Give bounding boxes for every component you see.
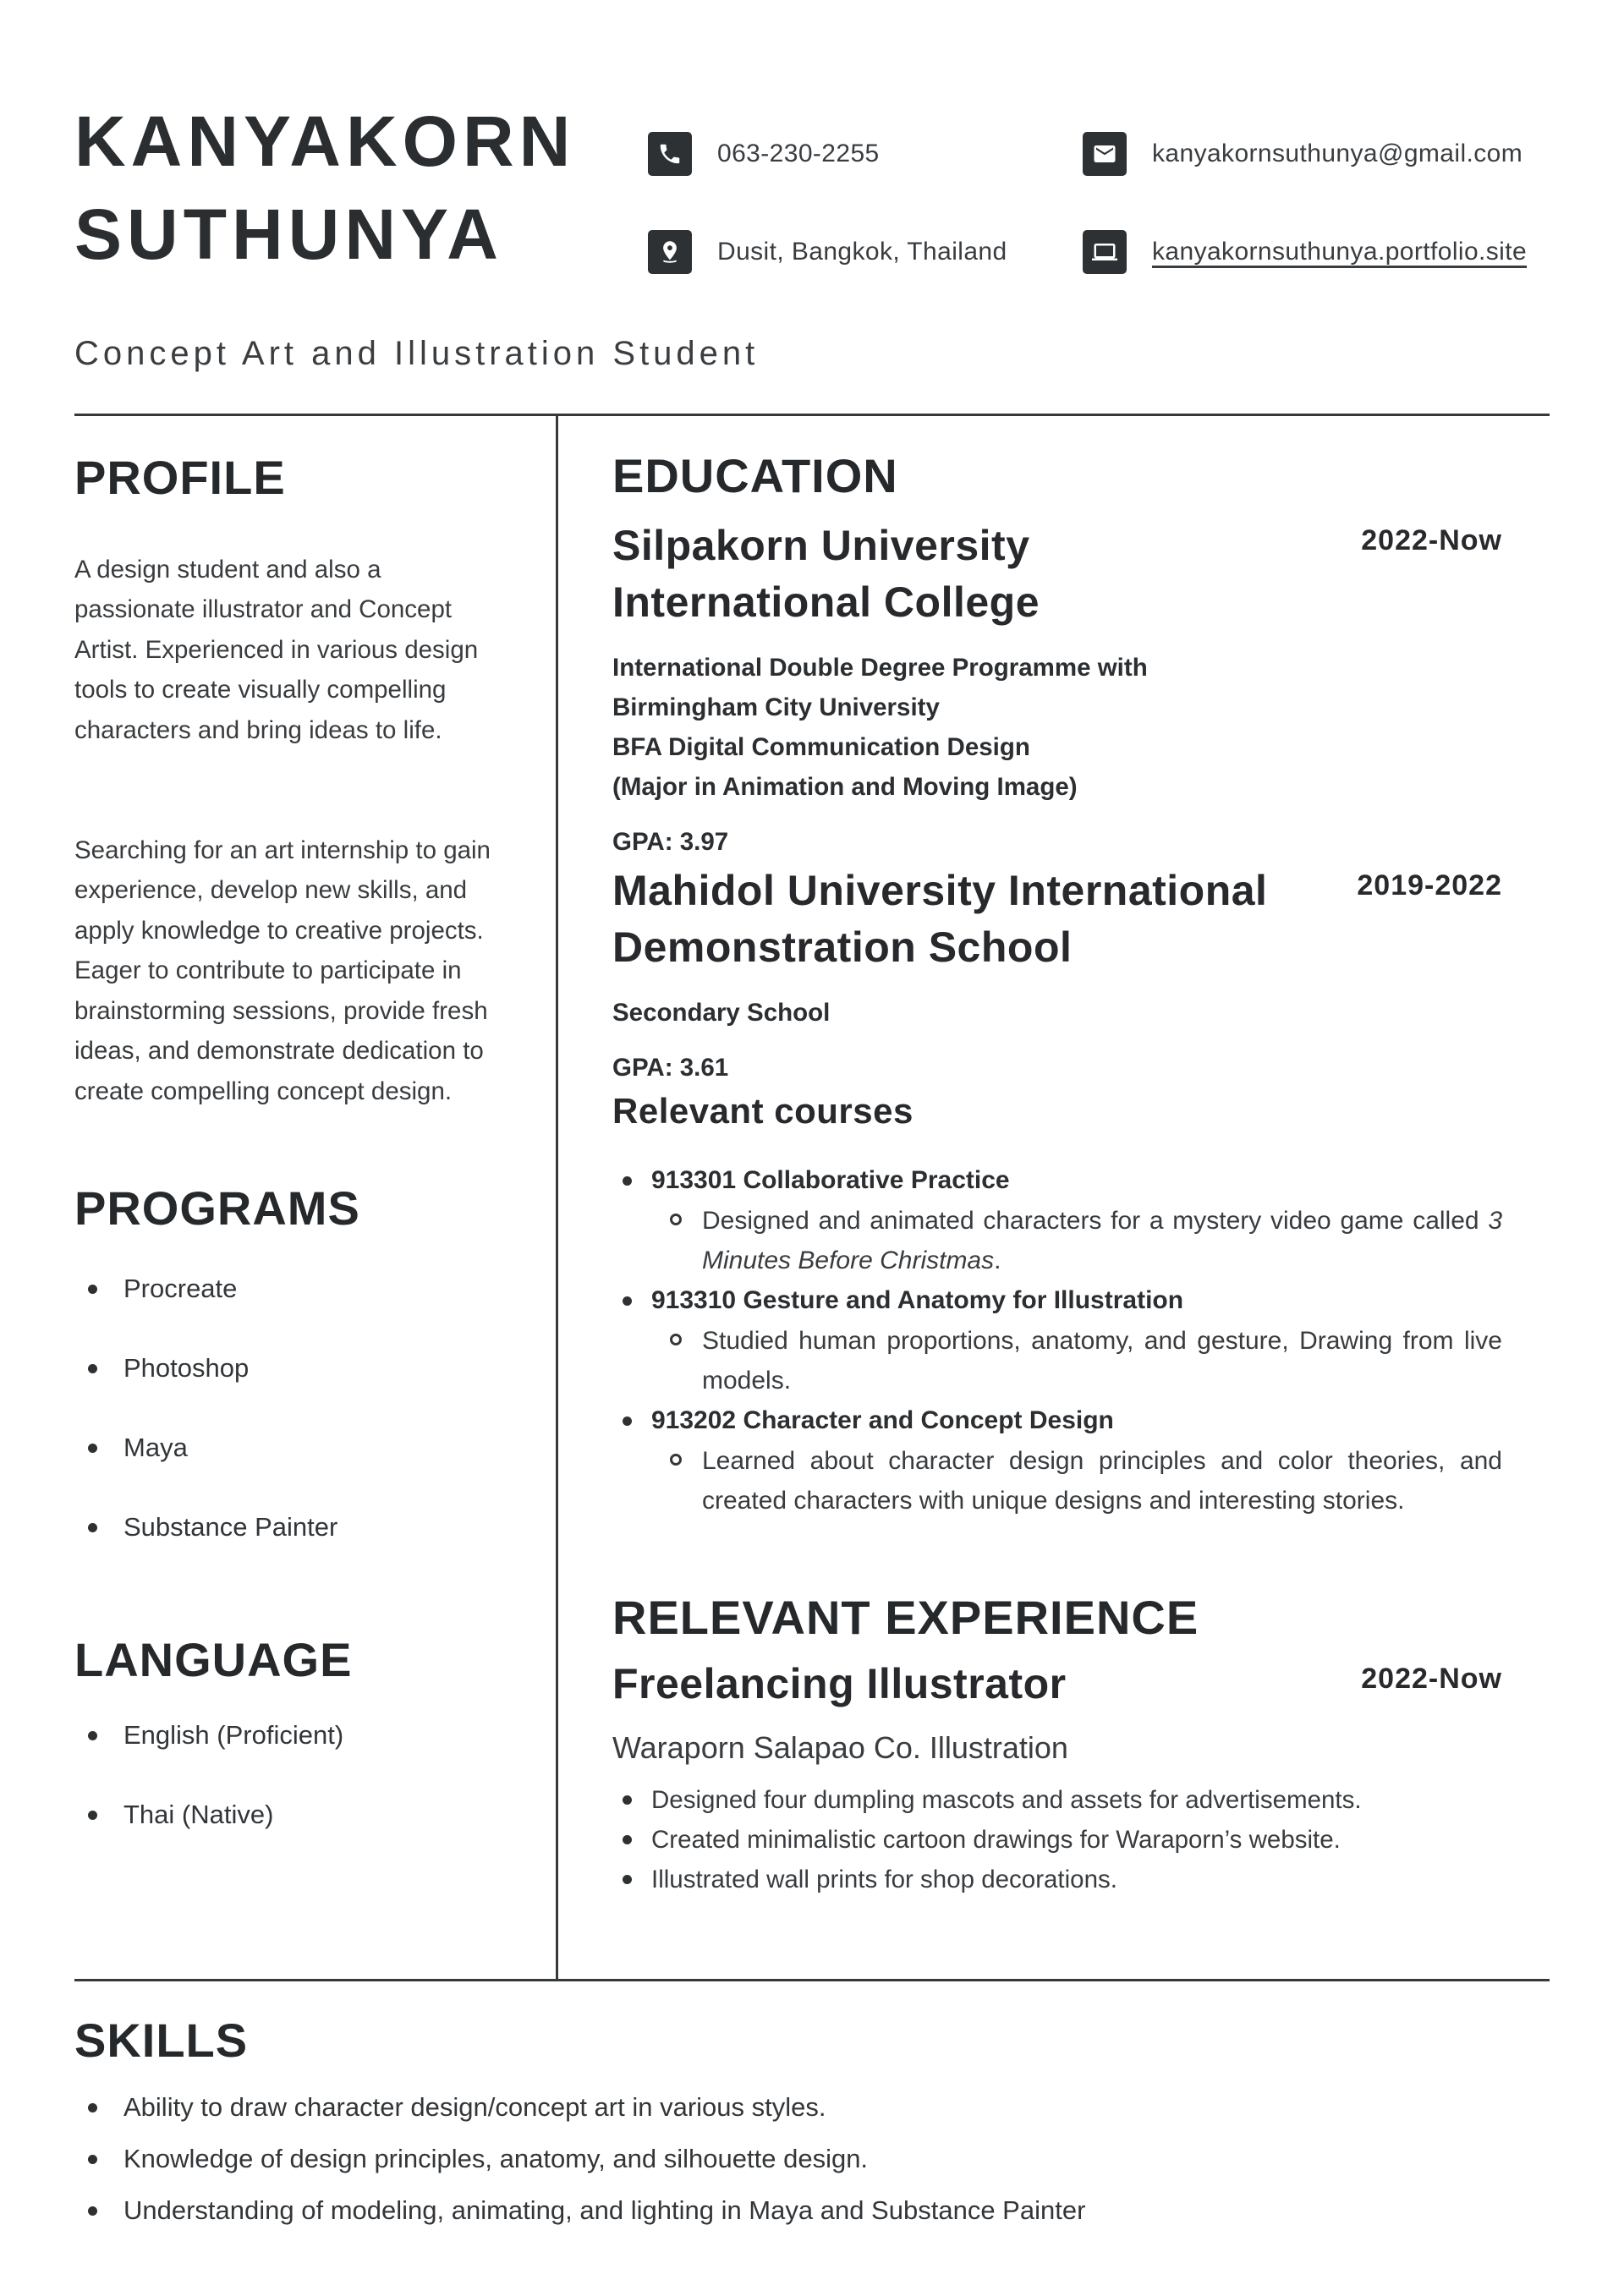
course-title: 913310 Gesture and Anatomy for Illustration: [612, 1280, 1502, 1321]
name-line-1: KANYAKORN: [74, 101, 576, 181]
gpa: GPA: 3.61: [612, 1054, 729, 1082]
list-item: Thai (Native): [74, 1795, 497, 1835]
laptop-icon: [1083, 230, 1127, 274]
education-entry: [612, 518, 1502, 862]
email-address: kanyakornsuthunya@gmail.com: [1152, 140, 1523, 167]
list-item: Knowledge of design principles, anatomy, and silhouette design.: [74, 2139, 1550, 2179]
name-line-2: SUTHUNYA: [74, 195, 503, 274]
profile-paragraph-2: Searching for an art internship to gain experience, develop new skills, and apply knowledge to creative projects. Eager to contribute to participate in brainstorming sessions, provide fresh ideas, and demonstrate dedication to create compelling concept design.: [74, 836, 491, 1105]
job-role: Freelancing Illustrator: [612, 1660, 1067, 1707]
relevant-courses-list: [612, 1160, 1502, 1521]
job-title: Concept Art and Illustration Student: [74, 335, 760, 372]
date-range: 2019-2022: [1357, 869, 1502, 901]
column-divider: [556, 414, 558, 1981]
list-item: Designed four dumpling mascots and assets for advertisements.: [612, 1782, 1502, 1818]
language-list: [74, 1715, 497, 1874]
phone-icon: [648, 132, 692, 176]
list-item: Illustrated wall prints for shop decorations.: [612, 1861, 1502, 1898]
contact-email: [1083, 132, 1522, 176]
profile-heading: PROFILE: [74, 451, 286, 504]
course-title: 913301 Collaborative Practice: [612, 1160, 1502, 1201]
date-range: 2022-Now: [1361, 524, 1502, 556]
course-description: Designed and animated characters for a mystery video game called 3 Minutes Before Christmas.: [612, 1201, 1502, 1280]
contact-website: [1083, 230, 1527, 274]
experience-bullets: [612, 1782, 1502, 1898]
date-range: 2022-Now: [1361, 1663, 1502, 1695]
website-link[interactable]: kanyakornsuthunya.portfolio.site: [1152, 238, 1528, 266]
skills-heading: SKILLS: [74, 2014, 249, 2067]
list-item: Ability to draw character design/concept art in various styles.: [74, 2087, 1550, 2128]
location-text: Dusit, Bangkok, Thailand: [717, 238, 1007, 266]
list-item: English (Proficient): [74, 1715, 497, 1756]
course-description: Learned about character design principles and color theories, and created characters with unique designs and interesting stories.: [612, 1441, 1502, 1521]
education-entry: [612, 863, 1502, 1088]
list-item: Substance Painter: [74, 1507, 497, 1548]
company-name: Waraporn Salapao Co. Illustration: [612, 1730, 1068, 1765]
skills-list: [74, 2087, 1550, 2242]
contact-location: [648, 230, 1007, 274]
degree-details: International Double Degree Programme with Birmingham City University BFA Digital Communication Design (Major in Animation and Moving Image): [612, 654, 1148, 801]
list-item: Maya: [74, 1427, 497, 1468]
email-icon: [1083, 132, 1127, 176]
experience-entry: [612, 1656, 1502, 1911]
top-divider: [74, 414, 1550, 416]
gpa: GPA: 3.97: [612, 828, 729, 856]
bottom-divider: [74, 1979, 1550, 1981]
degree-details: Secondary School: [612, 999, 831, 1027]
list-item: Procreate: [74, 1269, 497, 1309]
relevant-courses-heading: Relevant courses: [612, 1091, 914, 1131]
profile-paragraph-1: A design student and also a passionate illustrator and Concept Artist. Experienced in various design tools to create visually compelling characters and bring ideas to life.: [74, 555, 479, 744]
contact-phone: [648, 132, 880, 176]
language-heading: LANGUAGE: [74, 1633, 353, 1686]
programs-list: [74, 1269, 497, 1586]
list-item: Understanding of modeling, animating, and lighting in Maya and Substance Painter: [74, 2190, 1550, 2231]
education-heading: EDUCATION: [612, 449, 898, 502]
school-name: Mahidol University International Demonstration School: [612, 867, 1268, 971]
programs-heading: PROGRAMS: [74, 1181, 360, 1235]
course-title: 913202 Character and Concept Design: [612, 1400, 1502, 1441]
experience-heading: RELEVANT EXPERIENCE: [612, 1591, 1199, 1644]
course-description: Studied human proportions, anatomy, and gesture, Drawing from live models.: [612, 1321, 1502, 1400]
map-pin-icon: [648, 230, 692, 274]
phone-number: 063-230-2255: [717, 140, 880, 167]
school-name: Silpakorn University International College: [612, 522, 1040, 626]
list-item: Created minimalistic cartoon drawings for Waraporn’s website.: [612, 1822, 1502, 1858]
page-title: [74, 95, 575, 281]
list-item: Photoshop: [74, 1348, 497, 1389]
